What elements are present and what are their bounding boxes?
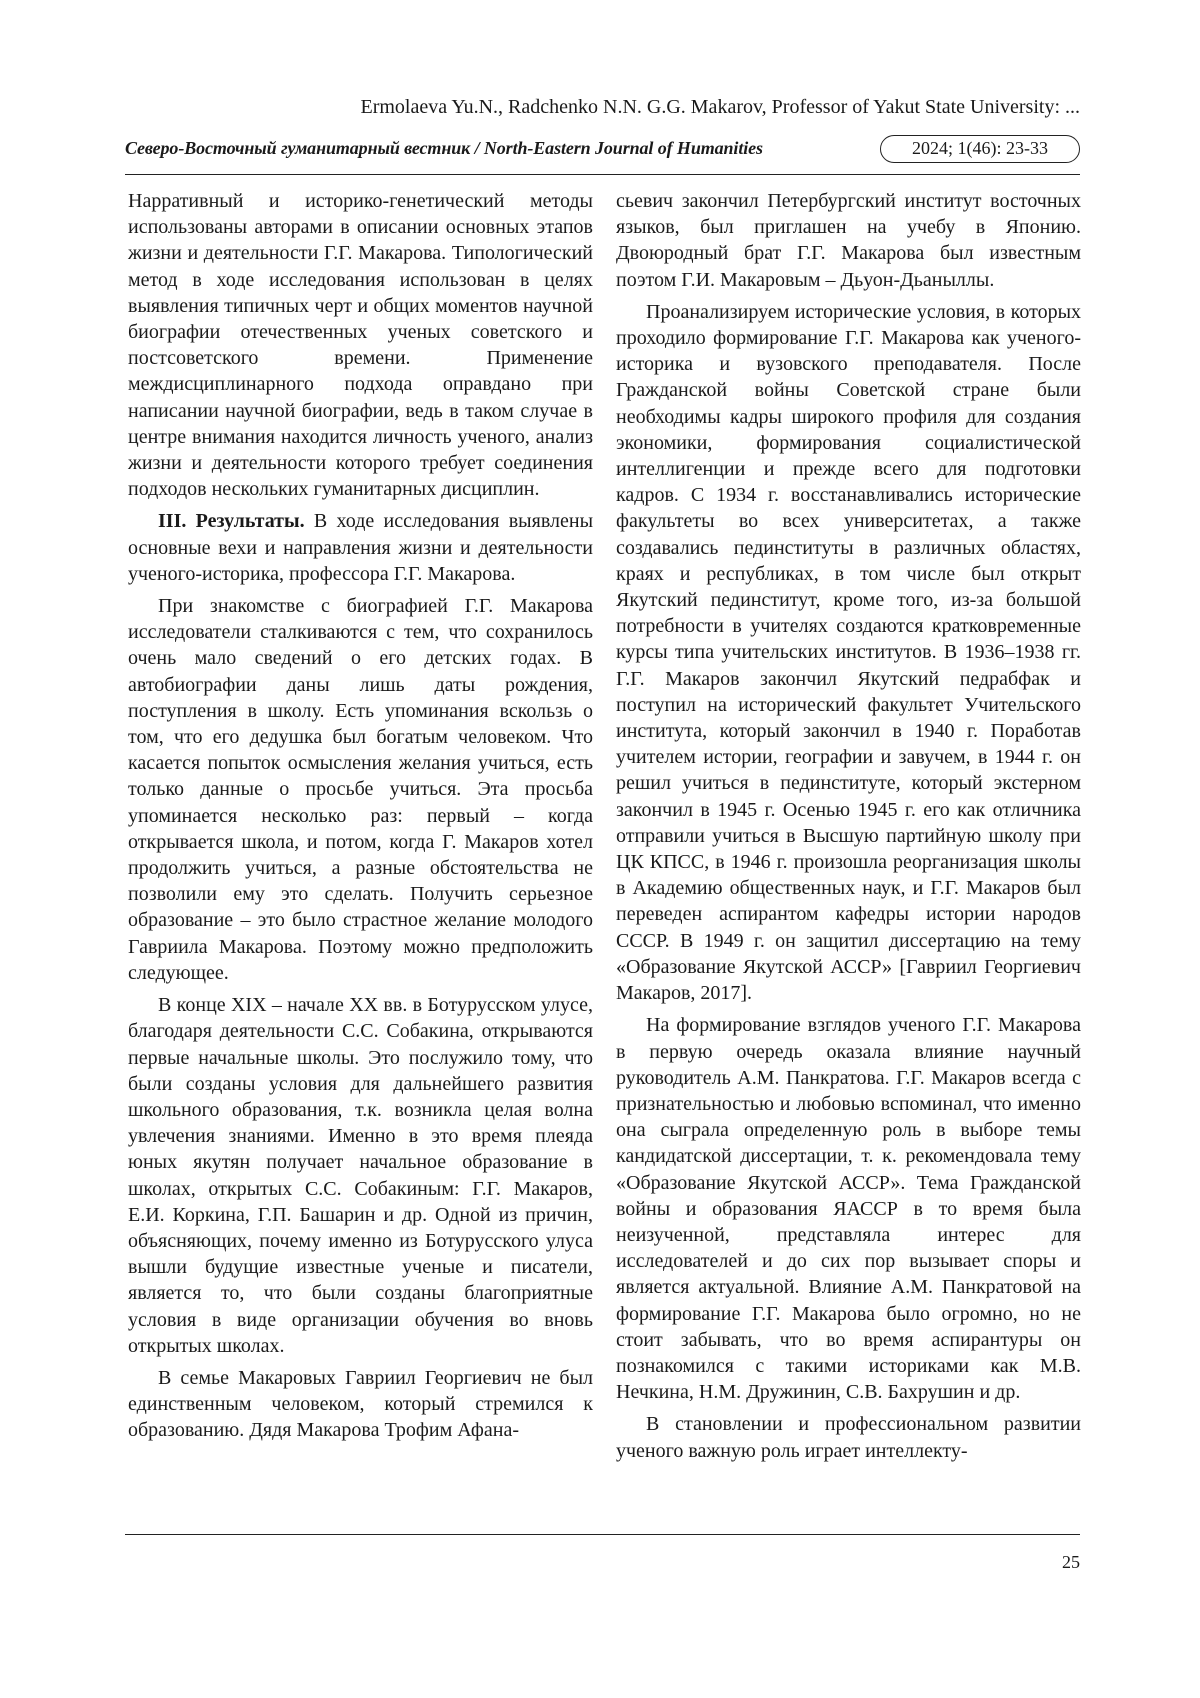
paragraph-schools: В конце XIX – начале XX вв. в Ботурусском улусе, благодаря деятельности С.С. Собакина, открываются первые начальные школы. Это послужило тому, что были созданы условия для дальнейшего развития школьного образования, т.к. возникла целая волна увлечения знаниями. Именно в это время плеяда юных якутян получает начальное образование в школах, открытых С.С. Собакиным: Г.Г. Макаров, Е.И. Коркина, Г.П. Башарин и др. Одной из причин, объясняющих, почему именно из Ботурусского улуса вышли будущие известные ученые и писатели, является то, что были созданы благоприятные условия в виде организации обучения во вновь открытых школах. (128, 994, 593, 1357)
paragraph-biography: При знакомстве с биографией Г.Г. Макарова исследователи сталкиваются с тем, что сохранилось очень мало сведений о его детских годах. В автобиографии даны лишь даты рождения, поступления в школу. Есть упоминания вскользь о том, что его дедушка был богатым человеком. Что касается попыток осмысления желания учиться, есть только данные о просьбе учиться. Эта просьба упоминается несколько раз: первый – когда открывается школа, и потом, когда Г. Макаров хотел продолжить учиться, а разные обстоятельства не позволили ему это сделать. Получить серьезное образование – это было страстное желание молодого Гавриила Макарова. Поэтому можно предположить следующее. (128, 595, 593, 984)
paragraph-family: В семье Макаровых Гавриил Георгиевич не был единственным человеком, который стремился к образованию. Дядя Макарова Трофим Афана- (128, 1366, 593, 1442)
results-text: В ходе исследования выявлены основные вехи и направления жизни и деятельности ученого-историка, профессора Г.Г. Макарова. (128, 510, 594, 585)
paragraph-pankratova: На формирование взглядов ученого Г.Г. Макарова в первую очередь оказала влияние научный руководитель А.М. Панкратова. Г.Г. Макаров всегда с признательностью и любовью вспоминал, что именно она сыграла определенную роль в выборе темы кандидатской диссертации, т. к. рекомендовала тему «Образование Якутской АССР». Тема Гражданской войны и образования ЯАССР в то время была неизученной, представляла интерес для исследователей и до сих пор вызывает споры и является актуальной. Влияние А.М. Панкратовой на формирование Г.Г. Макарова было огромно, но не стоит забывать, что во время аспирантуры он познакомился с такими историками как М.В. Нечкина, Н.М. Дружинин, С.В. Бахрушин и др. (616, 1014, 1081, 1404)
footer-divider (125, 1534, 1080, 1535)
journal-header (125, 133, 1080, 169)
paragraph-historical-conditions: Проанализируем исторические условия, в которых проходило формирование Г.Г. Макарова как ученого-историка и вузовского преподавателя. После Гражданской войны Советской стране были необходимы кадры широкого профиля для создания экономики, формирования социалистической интеллигенции и прежде всего для подготовки кадров. С 1934 г. восстанавливались исторические факультеты во всех университетах, а также создавались пединституты в различных областях, краях и республиках, в том числе был открыт Якутский пединститут, кроме того, из-за большой потребности в учителях создаются кратковременные курсы типа учительских институтов. В 1936–1938 гг. Г.Г. Макаров закончил Якутский педрабфак и поступил на исторический факультет Учительского института, который закончил в 1940 г. Поработав учителем истории, географии и завучем, в 1944 г. он решил учиться в пединституте, который экстерном закончил в 1945 г. Осенью 1945 г. его как отличника отправили учиться в Высшую партийную школу при ЦК КПСС, в 1946 г. произошла реорганизация школы в Академию общественных наук, и Г.Г. Макаров был переведен аспирантом кафедры истории народов СССР. В 1949 г. он защитил диссертацию на тему «Образование Якутской АССР» [Гавриил Георгиевич Макаров, 2017]. (616, 300, 1081, 1005)
section-heading-results: III. Результаты. (158, 510, 305, 533)
issue-badge: 2024; 1(46): 23-33 (880, 135, 1080, 163)
running-head: Ermolaeva Yu.N., Radchenko N.N. G.G. Makarov, Professor of Yakut State University: ... (360, 96, 1080, 118)
header-divider (125, 174, 1080, 175)
paragraph-family-continued: сьевич закончил Петербургский институт восточных языков, был приглашен на учебу в Японию. Двоюродный брат Г.Г. Макарова был известным поэтом Г.И. Макаровым – Дьуон-Дьаныллы. (616, 190, 1081, 291)
left-column (128, 188, 593, 1450)
paragraph-results (128, 508, 593, 587)
paragraph-development: В становлении и профессиональном развитии ученого важную роль играет интеллекту- (616, 1413, 1081, 1462)
journal-title: Северо-Восточный гуманитарный вестник / North-Eastern Journal of Humanities (125, 138, 763, 158)
page-number: 25 (1062, 1552, 1080, 1572)
paragraph-methods: Нарративный и историко-генетический методы использованы авторами в описании основных этапов жизни и деятельности Г.Г. Макарова. Типологический метод в ходе исследования использован в целях выявления типичных черт и общих моментов научной биографии отечественных ученых советского и постсоветского времени. Применение междисциплинарного подхода оправдано при написании научной биографии, ведь в таком случае в центре внимания находится личность ученого, анализ жизни и деятельности которого требует соединения подходов нескольких гуманитарных дисциплин. (128, 190, 593, 501)
right-column (616, 188, 1081, 1470)
